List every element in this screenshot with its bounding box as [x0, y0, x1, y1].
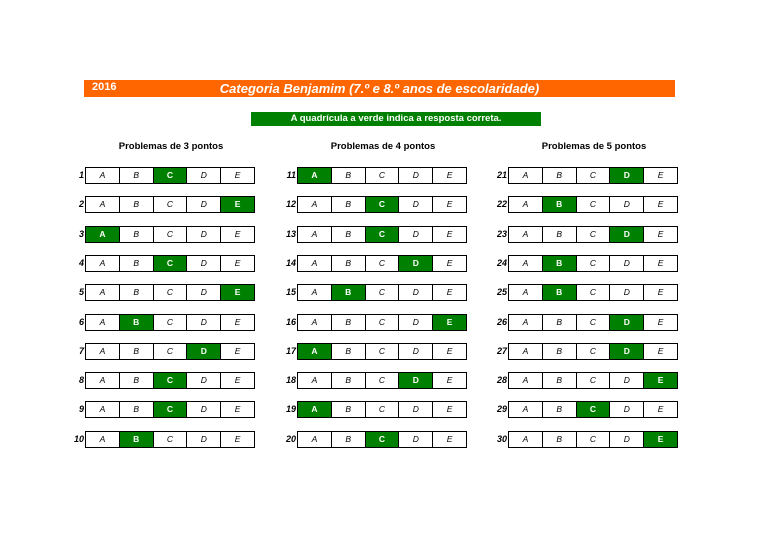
option-cell: B — [331, 373, 365, 388]
problem-number: 8 — [78, 375, 84, 385]
option-cell: A — [99, 317, 106, 327]
option-cell: A — [99, 258, 106, 268]
option-cell: B — [542, 168, 576, 183]
option-cell: D — [186, 285, 220, 300]
correct-option-cell: A — [298, 402, 331, 417]
problem-number: 12 — [285, 199, 296, 209]
option-cell: C — [365, 315, 399, 330]
correct-option-cell: A — [298, 344, 331, 359]
option-cell: B — [119, 168, 153, 183]
option-cell: B — [542, 402, 576, 417]
option-cell: C — [576, 227, 610, 242]
option-cell: A — [522, 434, 529, 444]
option-cell: B — [331, 256, 365, 271]
option-cell: B — [331, 197, 365, 212]
option-cell: B — [542, 344, 576, 359]
correct-option-cell: B — [542, 197, 576, 212]
option-boxes — [297, 431, 467, 448]
column-title: Problemas de 4 pontos — [330, 141, 436, 152]
option-cell: D — [398, 285, 432, 300]
option-cell: D — [186, 373, 220, 388]
option-cell: D — [186, 227, 220, 242]
option-cell: E — [643, 197, 677, 212]
option-cell: A — [522, 199, 529, 209]
correct-option-cell: E — [643, 432, 677, 447]
option-cell: C — [153, 285, 187, 300]
option-cell: C — [576, 373, 610, 388]
correct-option-cell: D — [398, 256, 432, 271]
option-cell: E — [220, 432, 254, 447]
option-cell: B — [542, 432, 576, 447]
option-boxes — [508, 255, 678, 272]
correct-option-cell: C — [153, 373, 187, 388]
correct-option-cell: E — [220, 197, 254, 212]
problem-number: 22 — [496, 199, 507, 209]
option-cell: E — [432, 432, 466, 447]
option-cell: D — [186, 315, 220, 330]
option-boxes — [508, 167, 678, 184]
option-boxes — [85, 284, 255, 301]
option-boxes — [297, 284, 467, 301]
problem-number: 26 — [496, 317, 507, 327]
option-cell: E — [643, 315, 677, 330]
option-cell: C — [576, 285, 610, 300]
option-cell: A — [99, 199, 106, 209]
correct-option-cell: D — [609, 344, 643, 359]
option-boxes — [85, 314, 255, 331]
correct-answer-notice: A quadrícula a verde indica a resposta correta. — [251, 112, 541, 126]
option-boxes — [297, 167, 467, 184]
problem-number: 29 — [496, 404, 507, 414]
option-cell: C — [576, 256, 610, 271]
option-cell: C — [576, 344, 610, 359]
option-cell: B — [331, 227, 365, 242]
option-cell: B — [331, 344, 365, 359]
option-cell: D — [186, 256, 220, 271]
option-cell: D — [398, 197, 432, 212]
option-boxes — [297, 314, 467, 331]
option-cell: A — [99, 434, 106, 444]
option-cell: E — [220, 256, 254, 271]
option-cell: D — [398, 432, 432, 447]
option-boxes — [508, 401, 678, 418]
option-boxes — [508, 343, 678, 360]
correct-option-cell: D — [609, 168, 643, 183]
option-cell: A — [311, 434, 318, 444]
problem-number: 3 — [78, 229, 84, 239]
problem-number: 16 — [285, 317, 296, 327]
problem-number: 23 — [496, 229, 507, 239]
problem-number: 20 — [285, 434, 296, 444]
option-boxes — [297, 255, 467, 272]
problem-number: 7 — [78, 346, 84, 356]
problem-number: 25 — [496, 287, 507, 297]
option-cell: B — [119, 197, 153, 212]
problem-number: 4 — [78, 258, 84, 268]
option-cell: A — [522, 375, 529, 385]
option-cell: D — [609, 256, 643, 271]
option-cell: E — [220, 402, 254, 417]
option-cell: B — [331, 168, 365, 183]
correct-option-cell: E — [432, 315, 466, 330]
option-cell: A — [311, 199, 318, 209]
option-boxes — [85, 167, 255, 184]
option-cell: B — [119, 285, 153, 300]
option-boxes — [508, 431, 678, 448]
option-cell: A — [99, 287, 106, 297]
correct-option-cell: D — [398, 373, 432, 388]
option-cell: C — [576, 168, 610, 183]
option-cell: B — [119, 256, 153, 271]
option-cell: E — [432, 402, 466, 417]
option-cell: C — [153, 315, 187, 330]
correct-option-cell: A — [298, 168, 331, 183]
problem-number: 10 — [73, 434, 84, 444]
option-cell: C — [365, 256, 399, 271]
option-cell: C — [153, 197, 187, 212]
option-cell: A — [522, 317, 529, 327]
problem-number: 24 — [496, 258, 507, 268]
correct-option-cell: C — [153, 402, 187, 417]
problem-number: 19 — [285, 404, 296, 414]
option-cell: E — [220, 227, 254, 242]
option-cell: A — [99, 170, 106, 180]
problem-number: 6 — [78, 317, 84, 327]
option-cell: C — [365, 168, 399, 183]
option-cell: D — [398, 402, 432, 417]
option-cell: C — [153, 227, 187, 242]
option-cell: A — [522, 258, 529, 268]
option-boxes — [297, 372, 467, 389]
option-cell: E — [220, 168, 254, 183]
correct-option-cell: B — [542, 285, 576, 300]
option-cell: A — [522, 170, 529, 180]
option-cell: C — [153, 432, 187, 447]
correct-option-cell: A — [86, 227, 119, 242]
option-cell: E — [220, 344, 254, 359]
option-cell: A — [311, 258, 318, 268]
option-boxes — [297, 226, 467, 243]
option-cell: E — [432, 168, 466, 183]
option-cell: D — [186, 197, 220, 212]
option-cell: A — [311, 375, 318, 385]
correct-option-cell: C — [365, 432, 399, 447]
problem-number: 1 — [78, 170, 84, 180]
option-cell: D — [609, 402, 643, 417]
correct-option-cell: C — [365, 227, 399, 242]
option-cell: E — [643, 227, 677, 242]
option-cell: C — [576, 197, 610, 212]
option-cell: C — [576, 432, 610, 447]
correct-option-cell: C — [576, 402, 610, 417]
column-title: Problemas de 3 pontos — [118, 141, 224, 152]
option-cell: D — [609, 197, 643, 212]
problem-number: 9 — [78, 404, 84, 414]
problem-number: 28 — [496, 375, 507, 385]
option-cell: E — [643, 168, 677, 183]
option-cell: E — [432, 373, 466, 388]
problem-number: 21 — [496, 170, 507, 180]
option-cell: B — [542, 227, 576, 242]
option-cell: B — [542, 373, 576, 388]
option-cell: E — [432, 344, 466, 359]
option-cell: B — [119, 402, 153, 417]
option-cell: E — [432, 227, 466, 242]
correct-option-cell: C — [153, 256, 187, 271]
option-boxes — [508, 372, 678, 389]
page-title: Categoria Benjamim (7.º e 8.º anos de escolaridade) — [219, 81, 540, 96]
option-cell: D — [609, 432, 643, 447]
option-cell: A — [311, 229, 318, 239]
option-boxes — [85, 372, 255, 389]
correct-option-cell: E — [643, 373, 677, 388]
problem-number: 11 — [286, 170, 296, 180]
column-title: Problemas de 5 pontos — [541, 141, 647, 152]
option-boxes — [508, 196, 678, 213]
option-cell: A — [311, 317, 318, 327]
option-cell: A — [99, 346, 106, 356]
option-boxes — [508, 284, 678, 301]
option-boxes — [508, 226, 678, 243]
option-cell: E — [432, 256, 466, 271]
option-cell: B — [119, 373, 153, 388]
option-boxes — [85, 343, 255, 360]
option-cell: E — [432, 197, 466, 212]
correct-option-cell: D — [609, 315, 643, 330]
option-cell: B — [331, 402, 365, 417]
option-cell: D — [186, 432, 220, 447]
problem-number: 13 — [285, 229, 296, 239]
option-cell: D — [398, 315, 432, 330]
option-cell: D — [398, 168, 432, 183]
problem-number: 17 — [285, 346, 296, 356]
correct-option-cell: B — [119, 315, 153, 330]
option-cell: E — [432, 285, 466, 300]
option-cell: E — [643, 285, 677, 300]
correct-option-cell: B — [331, 285, 365, 300]
option-cell: B — [119, 344, 153, 359]
problem-number: 27 — [496, 346, 507, 356]
option-cell: C — [365, 344, 399, 359]
correct-option-cell: C — [153, 168, 187, 183]
correct-option-cell: E — [220, 285, 254, 300]
option-cell: D — [398, 344, 432, 359]
option-cell: B — [119, 227, 153, 242]
option-boxes — [85, 401, 255, 418]
problem-number: 14 — [285, 258, 296, 268]
problem-number: 30 — [496, 434, 507, 444]
option-cell: E — [643, 402, 677, 417]
option-boxes — [297, 401, 467, 418]
option-cell: D — [609, 373, 643, 388]
problem-number: 2 — [78, 199, 84, 209]
option-cell: A — [522, 229, 529, 239]
option-cell: E — [220, 315, 254, 330]
option-cell: C — [153, 344, 187, 359]
option-cell: D — [186, 168, 220, 183]
correct-option-cell: D — [186, 344, 220, 359]
option-cell: A — [99, 404, 106, 414]
option-cell: B — [542, 315, 576, 330]
option-cell: C — [365, 373, 399, 388]
option-cell: B — [331, 315, 365, 330]
problem-number: 5 — [78, 287, 84, 297]
option-cell: E — [643, 256, 677, 271]
option-cell: B — [331, 432, 365, 447]
option-cell: C — [576, 315, 610, 330]
option-cell: A — [311, 287, 318, 297]
option-cell: A — [522, 346, 529, 356]
option-cell: E — [220, 373, 254, 388]
option-cell: D — [186, 402, 220, 417]
correct-option-cell: D — [609, 227, 643, 242]
year-label: 2016 — [92, 81, 117, 93]
problem-number: 15 — [285, 287, 296, 297]
problem-number: 18 — [285, 375, 296, 385]
option-boxes — [85, 255, 255, 272]
header-banner — [84, 80, 675, 97]
option-boxes — [297, 343, 467, 360]
option-boxes — [85, 431, 255, 448]
option-cell: A — [522, 404, 529, 414]
option-cell: A — [99, 375, 106, 385]
correct-option-cell: B — [119, 432, 153, 447]
option-cell: C — [365, 285, 399, 300]
option-cell: D — [609, 285, 643, 300]
option-boxes — [508, 314, 678, 331]
option-boxes — [85, 196, 255, 213]
option-boxes — [297, 196, 467, 213]
correct-option-cell: C — [365, 197, 399, 212]
option-cell: C — [365, 402, 399, 417]
option-cell: A — [522, 287, 529, 297]
option-cell: E — [643, 344, 677, 359]
option-cell: D — [398, 227, 432, 242]
correct-option-cell: B — [542, 256, 576, 271]
option-boxes — [85, 226, 255, 243]
